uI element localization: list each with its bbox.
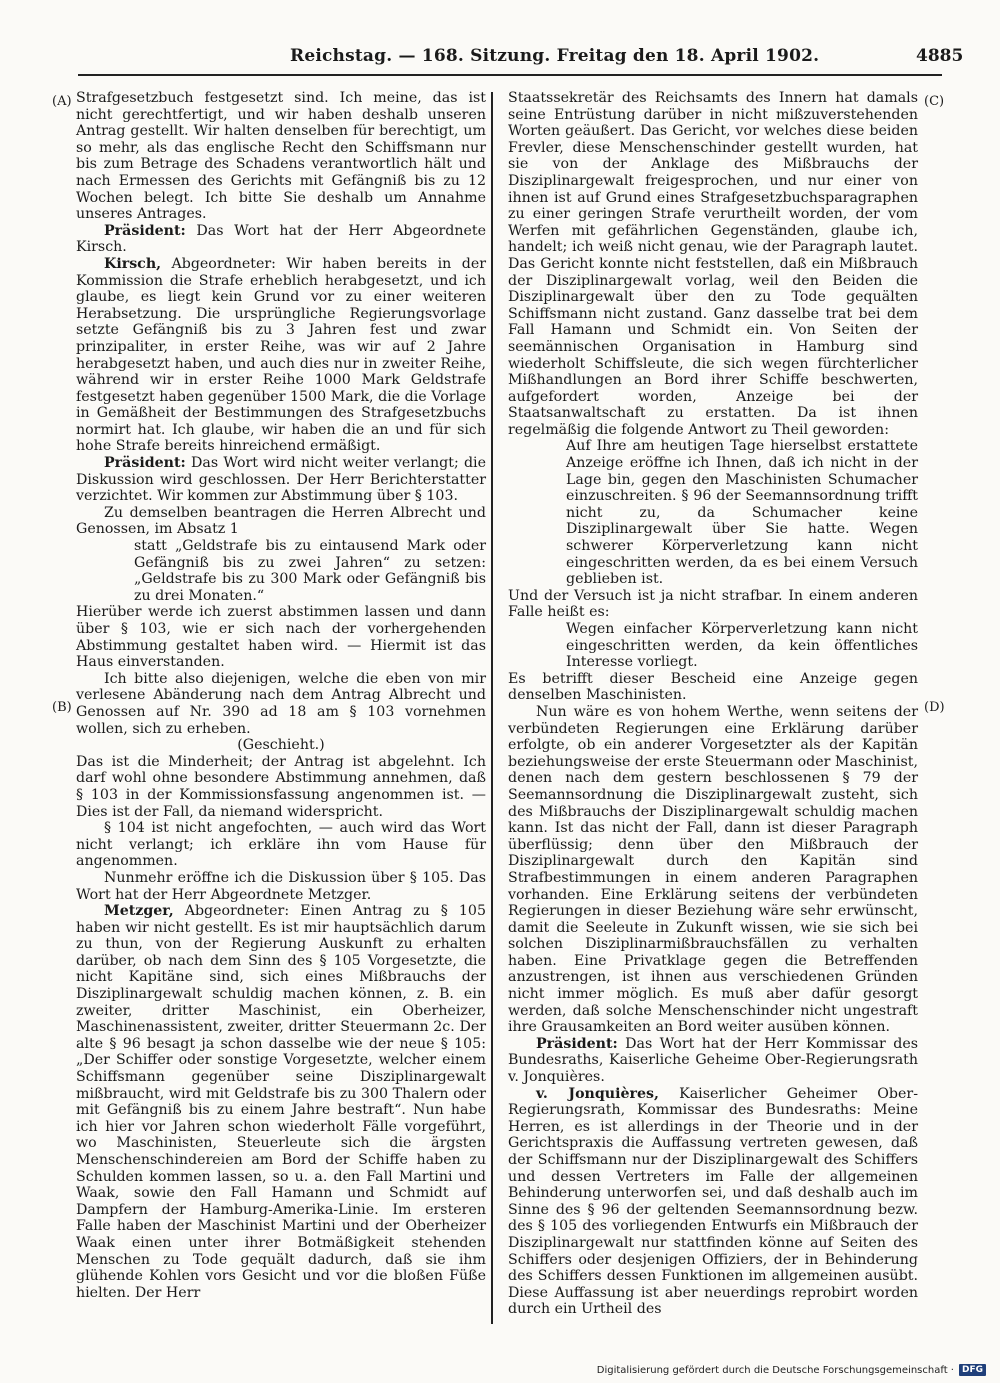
speaker-name: Kirsch, xyxy=(104,255,162,272)
margin-marker-b: (B) xyxy=(52,700,72,715)
paragraph-text: § 104 ist nicht angefochten, — auch wird das Wort nicht verlangt; ich erkläre ihn vom Hause für angenommen. xyxy=(76,820,486,870)
speaker-name: Präsident: xyxy=(104,455,186,472)
dfg-logo: DFG xyxy=(959,1364,986,1376)
paragraph-text: Kaiserlicher Geheimer Ober-Regierungsrath, Kommissar des Bundesraths: Meine Herren, es ist allerdings in der Theorie und in der Gerichtspraxis die Auffassung vertreten gewesen, daß der Schiffsmann nur der Disziplinargewalt des Schiffers und dessen Vertreters im Falle der allgemeinen Behinderung unterworfen sei, und daß deshalb auch im Sinne des § 96 der geltenden Seemannsordnung bezw. des § 105 des vorliegenden Entwurfs ein Mißbrauch der Disziplinargewalt nur stattfinden könne auf Seiten des Schiffers oder desjenigen Offiziers, der in Behinderung des Schiffers dessen Funktionen im allgemeinen ausübt. Diese Auffassung ist aber neuerdings reprobirt worden durch ein Urtheil des xyxy=(508,1085,918,1318)
paragraph-text: Nun wäre es von hohem Werthe, wenn seitens der verbündeten Regierungen eine Erklärung darüber erfolgte, ob ein anderer Vorgesetzter als der Kapitän beziehungsweise der erste Steuermann oder Maschinist, denen nach dem gestern beschlossenen § 79 der Seemannsordnung die Disziplinargewalt zusteht, sich des Mißbrauchs der Disziplinargewalt schuldig machen kann. Ist das nicht der Fall, dann ist dieser Paragraph überflüssig; denn über den Mißbrauch der Disziplinargewalt durch den Kapitän sind Strafbestimmungen in einem anderen Paragraphen vorhanden. Eine Erklärung seitens der verbündeten Regierungen in dieser Beziehung wäre sehr erwünscht, damit die Seeleute in Zukunft wissen, wie sie sich bei solchen Disziplinarmißbrauchsfällen zu verhalten haben. Eine Privatklage gegen die Betreffenden anzustrengen, ist ihnen aus verschiedenen Gründen nicht immer möglich. Es muß aber dafür gesorgt werden, daß solche Menschenschinder nicht ungestraft ihre Grausamkeiten an Bord weiter ausüben können. xyxy=(508,703,918,1036)
paragraph xyxy=(508,588,918,621)
speaker-name: v. Jonquières, xyxy=(536,1085,659,1102)
paragraph-text: Das Wort hat der Herr Abgeordnete Kirsch. xyxy=(76,222,486,256)
margin-marker-c: (C) xyxy=(924,94,945,109)
paragraph-text: Strafgesetzbuch festgesetzt sind. Ich meine, das ist nicht gerechtfertigt, und wir haben deshalb unseren Antrag gestellt. Wir halten denselben für berechtigt, um so mehr, als das englische Recht den Schiffsmann nur bis zum Betrage des Schadens verantwortlich hält und nach Ermessen des Gerichts mit Gefängniß bis zu 12 Wochen belegt. Ich bitte Sie deshalb um Annahme unseres Antrages. xyxy=(76,90,486,223)
paragraph-text: Zu demselben beantragen die Herren Albrecht und Genossen, im Absatz 1 xyxy=(76,504,486,538)
paragraph xyxy=(76,223,486,256)
paragraph xyxy=(508,1036,918,1086)
paragraph-text: Wegen einfacher Körperverletzung kann nicht eingeschritten werden, da kein öffentliches Interesse vorliegt. xyxy=(566,621,918,671)
header-rule xyxy=(78,74,942,76)
paragraph-text: Das Wort hat der Herr Kommissar des Bundesraths, Kaiserliche Geheime Ober-Regierungsrath v. Jonquières. xyxy=(508,1035,918,1086)
paragraph-text: Abgeordneter: Einen Antrag zu § 105 haben wir nicht gestellt. Es ist mir hauptsächlich darum zu thun, von der Regierung Auskunft zu erhalten darüber, ob nach dem Sinn des § 105 Vorgesetzte, die nicht Kapitäne sind, sich eines Mißbrauchs der Disziplinargewalt schuldig machen können, z. B. ein zweiter, dritter Maschinist, ein Oberheizer, Maschinenassistent, zweiter, dritter Steuermann 2c. Der alte § 96 besagt ja schon dasselbe wie der neue § 105: „Der Schiffer oder sonstige Vorgesetzte, welcher einem Schiffsmann gegenüber seine Disziplinargewalt mißbraucht, wird mit Geldstrafe bis zu 300 Thalern oder mit Gefängniß bis zu einem Jahre bestraft“. Nun habe ich hier vor Jahren schon wiederholt Fälle vorgeführt, wo Maschinisten, Steuerleute sich die ärgsten Menschenschindereien am Bord der Schiffe haben zu Schulden kommen lassen, so u. a. den Fall Martini und Waak, sowie den Fall Hamann und Schmidt auf Dampfern der Hamburg-Amerika-Linie. Im ersteren Falle haben der Maschinist Martini und der Oberheizer Waak einen unter ihrer Botmäßigkeit stehenden Menschen zu Tode gequält dadurch, daß sie ihm glühende Kohlen vors Gesicht und vor die bloßen Füße hielten. Der Herr xyxy=(76,903,486,1301)
page-number: 4885 xyxy=(916,46,964,66)
paragraph xyxy=(508,90,918,438)
paragraph xyxy=(76,754,486,820)
paragraph xyxy=(76,820,486,870)
paragraph-text: statt „Geldstrafe bis zu eintausend Mark oder Gefängniß bis zu zwei Jahren“ zu setzen: „Geldstrafe bis zu 300 Mark oder Gefängniß bis zu drei Monaten.“ xyxy=(134,538,486,604)
paragraph xyxy=(76,256,486,455)
column-divider xyxy=(491,92,493,1324)
paragraph xyxy=(508,671,918,704)
paragraph xyxy=(508,704,918,1036)
left-column xyxy=(76,90,486,1301)
footer xyxy=(597,1364,986,1376)
paragraph xyxy=(76,671,486,737)
paragraph xyxy=(508,1086,918,1318)
paragraph-text: Auf Ihre am heutigen Tage hierselbst erstattete Anzeige eröffne ich Ihnen, daß ich nicht in der Lage bin, gegen den Maschinisten Schumacher einzuschreiten. § 96 der Seemannsordnung trifft nicht zu, da Schumacher keine Disziplinargewalt über Sie hatte. Wegen schwerer Körperverletzung kann nicht eingeschritten werden, da es bei einem Versuch geblieben ist. xyxy=(566,438,918,588)
right-column xyxy=(508,90,918,1318)
speaker-name: Präsident: xyxy=(104,222,186,239)
paragraph xyxy=(508,621,918,671)
margin-marker-d: (D) xyxy=(924,700,945,715)
paragraph xyxy=(76,604,486,670)
paragraph-text: Ich bitte also diejenigen, welche die eben von mir verlesene Abänderung nach dem Antrag Albrecht und Genossen auf Nr. 390 ad 18 am § 103 vornehmen wollen, sich zu erheben. xyxy=(76,670,486,737)
paragraph-text: (Geschieht.) xyxy=(237,737,325,754)
paragraph-text: Das ist die Minderheit; der Antrag ist abgelehnt. Ich darf wohl ohne besondere Abstimmung annehmen, daß § 103 in der Kommissionsfassung angenommen ist. — Dies ist der Fall, da niemand widerspricht. xyxy=(76,753,486,820)
speaker-name: Metzger, xyxy=(104,903,174,920)
paragraph xyxy=(76,505,486,538)
paragraph-text: Nunmehr eröffne ich die Diskussion über § 105. Das Wort hat der Herr Abgeordnete Metzger. xyxy=(76,869,486,903)
running-title: Reichstag. — 168. Sitzung. Freitag den 18. April 1902. xyxy=(290,46,820,66)
paragraph xyxy=(76,538,486,604)
margin-marker-a: (A) xyxy=(52,94,72,109)
paragraph xyxy=(76,737,486,754)
paragraph xyxy=(76,455,486,505)
footer-credit: Digitalisierung gefördert durch die Deutsche Forschungsgemeinschaft · xyxy=(596,1364,954,1376)
paragraph-text: Und der Versuch ist ja nicht strafbar. In einem anderen Falle heißt es: xyxy=(508,587,918,621)
paragraph-text: Abgeordneter: Wir haben bereits in der Kommission die Strafe erheblich herabgesetzt, und ich glaube, es liegt kein Grund vor zu einer weiteren Herabsetzung. Die ursprüngliche Regierungsvorlage setzte Gefängniß bis zu 3 Jahren fest und zwar prinzipaliter, in erster Reihe, was wir auf 2 Jahre herabgesetzt haben, und auch dies nur in zweiter Reihe, während wir in erster Reihe 1000 Mark Geldstrafe festgesetzt haben gegenüber 1500 Mark, die die Vorlage in Gemäßheit der Bestimmungen des Strafgesetzbuchs normirt hat. Ich glaube, wir haben die an und für sich hohe Strafe bereits hinreichend ermäßigt. xyxy=(76,255,486,455)
speaker-name: Präsident: xyxy=(536,1035,618,1052)
paragraph-text: Staatssekretär des Reichsamts des Innern hat damals seine Entrüstung darüber in nicht mißzuverstehenden Worten geäußert. Das Gericht, vor welches diese beiden Frevler, diese Menschenschinder gestellt wurden, hat sie von der Anklage des Mißbrauchs der Disziplinargewalt freigesprochen, und nur einer von ihnen ist auf Grund eines Strafgesetzbuchsparagraphen zu einer geringen Strafe verurtheilt worden, der vom Werfen mit gefährlichen Gegenständen, glaube ich, handelt; ich weiß nicht genau, wie der Paragraph lautet. Das Gericht konnte nicht feststellen, daß ein Mißbrauch der Disziplinargewalt vorlag, weil den Beiden die Disziplinargewalt über den zu Tode gequälten Schiffsmann nicht zustand. Ganz dasselbe trat bei dem Fall Hamann und Schmidt ein. Von Seiten der seemännischen Organisation in Hamburg sind wiederholt Schiffsleute, die sich wegen fürchterlicher Mißhandlungen an Bord ihrer Schiffe beschwerten, aufgefordert worden, Anzeige bei der Staatsanwaltschaft zu erstatten. Da ist ihnen regelmäßig die folgende Antwort zu Theil geworden: xyxy=(508,90,918,438)
paragraph xyxy=(76,90,486,223)
page-header xyxy=(0,40,1000,70)
paragraph-text: Es betrifft dieser Bescheid eine Anzeige gegen denselben Maschinisten. xyxy=(508,670,918,704)
paragraph xyxy=(508,438,918,587)
paragraph xyxy=(76,870,486,903)
paragraph xyxy=(76,903,486,1301)
paragraph-text: Das Wort wird nicht weiter verlangt; die Diskussion wird geschlossen. Der Herr Berichterstatter verzichtet. Wir kommen zur Abstimmung über § 103. xyxy=(76,455,486,505)
paragraph-text: Hierüber werde ich zuerst abstimmen lassen und dann über § 103, wie er sich nach der vorhergehenden Abstimmung gestaltet haben wird. — Hiermit ist das Haus einverstanden. xyxy=(76,604,486,671)
